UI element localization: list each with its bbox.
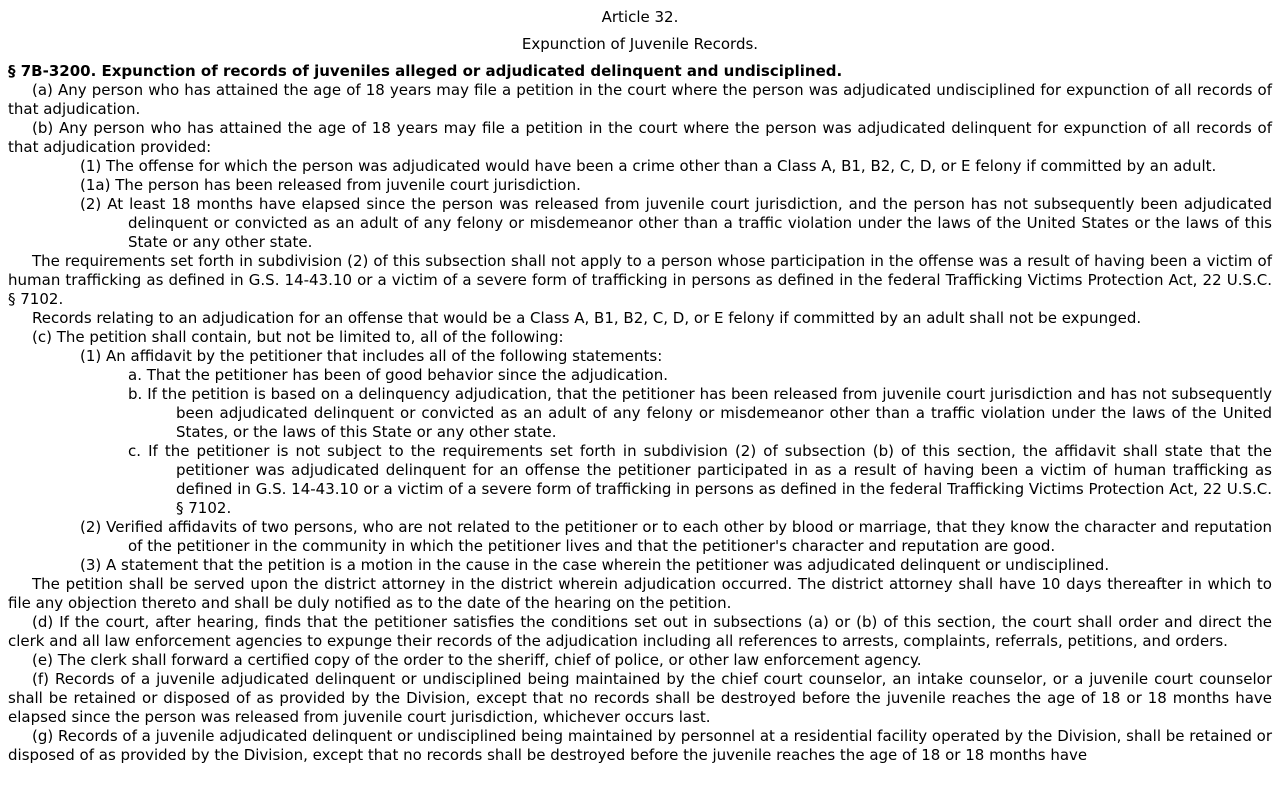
article-number: Article 32. [601, 8, 679, 26]
paragraph: (2) At least 18 months have elapsed since the person was released from juvenile court jurisdiction, and the person has not subsequently been adjudicated delinquent or convicted as an adult of any felony or misdemeanor other than a traffic violation under the laws of the United States or the laws of this State or any other state. [80, 195, 1272, 251]
paragraph: (1a) The person has been released from juvenile court jurisdiction. [80, 176, 581, 194]
paragraph: (2) Verified affidavits of two persons, who are not related to the petitioner or to each other by blood or marriage, that they know the character and reputation of the petitioner in the community in which the petitioner lives and that the petitioner's character and reputation are good. [80, 518, 1272, 555]
paragraph: (1) An affidavit by the petitioner that includes all of the following statements: [80, 347, 663, 365]
paragraph: (e) The clerk shall forward a certified copy of the order to the sheriff, chief of police, or other law enforcement agency. [32, 651, 922, 669]
paragraph: The requirements set forth in subdivision (2) of this subsection shall not apply to a person whose participation in the offense was a result of having been a victim of human trafficking as defined in G.S. 14-43.10 or a victim of a severe form of trafficking in persons as defined in the federal Trafficking Victims Protection Act, 22 U.S.C. § 7102. [8, 252, 1272, 308]
paragraph: a. That the petitioner has been of good behavior since the adjudication. [128, 366, 668, 384]
paragraph: (a) Any person who has attained the age of 18 years may file a petition in the court where the person was adjudicated undisciplined for expunction of all records of that adjudication. [8, 81, 1272, 118]
paragraph: (f) Records of a juvenile adjudicated delinquent or undisciplined being maintained by the chief court counselor, an intake counselor, or a juvenile court counselor shall be retained or disposed of as provided by the Division, except that no records shall be destroyed before the juvenile reaches the age of 18 or 18 months have elapsed since the person was released from juvenile court jurisdiction, whichever occurs last. [8, 670, 1272, 726]
section-body [8, 81, 1272, 765]
paragraph: Records relating to an adjudication for an offense that would be a Class A, B1, B2, C, D, or E felony if committed by an adult shall not be expunged. [32, 309, 1142, 327]
paragraph: (c) The petition shall contain, but not be limited to, all of the following: [32, 328, 564, 346]
paragraph: c. If the petitioner is not subject to the requirements set forth in subdivision (2) of subsection (b) of this section, the affidavit shall state that the petitioner was adjudicated delinquent for an offense the petitioner participated in as a result of having been a victim of human trafficking as defined in G.S. 14-43.10 or a victim of a severe form of trafficking in persons as defined in the federal Trafficking Victims Protection Act, 22 U.S.C. § 7102. [128, 442, 1272, 517]
article-title: Expunction of Juvenile Records. [521, 35, 759, 53]
paragraph: (b) Any person who has attained the age of 18 years may file a petition in the court where the person was adjudicated delinquent for expunction of all records of that adjudication provided: [8, 119, 1272, 156]
paragraph: (g) Records of a juvenile adjudicated delinquent or undisciplined being maintained by personnel at a residential facility operated by the Division, shall be retained or disposed of as provided by the Division, except that no records shall be destroyed before the juvenile reaches the age of 18 or 18 months have [8, 727, 1272, 764]
paragraph: (3) A statement that the petition is a motion in the cause in the case wherein the petitioner was adjudicated delinquent or undisciplined. [80, 556, 1110, 574]
section-heading: § 7B-3200. Expunction of records of juveniles alleged or adjudicated delinquent and undisciplined. [8, 62, 843, 80]
paragraph: b. If the petition is based on a delinquency adjudication, that the petitioner has been released from juvenile court jurisdiction and has not subsequently been adjudicated delinquent or convicted as an adult of any felony or misdemeanor other than a traffic violation under the laws of the United States, or the laws of this State or any other state. [128, 385, 1272, 441]
paragraph: The petition shall be served upon the district attorney in the district wherein adjudication occurred. The district attorney shall have 10 days thereafter in which to file any objection thereto and shall be duly notified as to the date of the hearing on the petition. [8, 575, 1272, 612]
paragraph: (d) If the court, after hearing, finds that the petitioner satisfies the conditions set out in subsections (a) or (b) of this section, the court shall order and direct the clerk and all law enforcement agencies to expunge their records of the adjudication including all references to arrests, complaints, referrals, petitions, and orders. [8, 613, 1272, 650]
paragraph: (1) The offense for which the person was adjudicated would have been a crime other than a Class A, B1, B2, C, D, or E felony if committed by an adult. [80, 157, 1217, 175]
